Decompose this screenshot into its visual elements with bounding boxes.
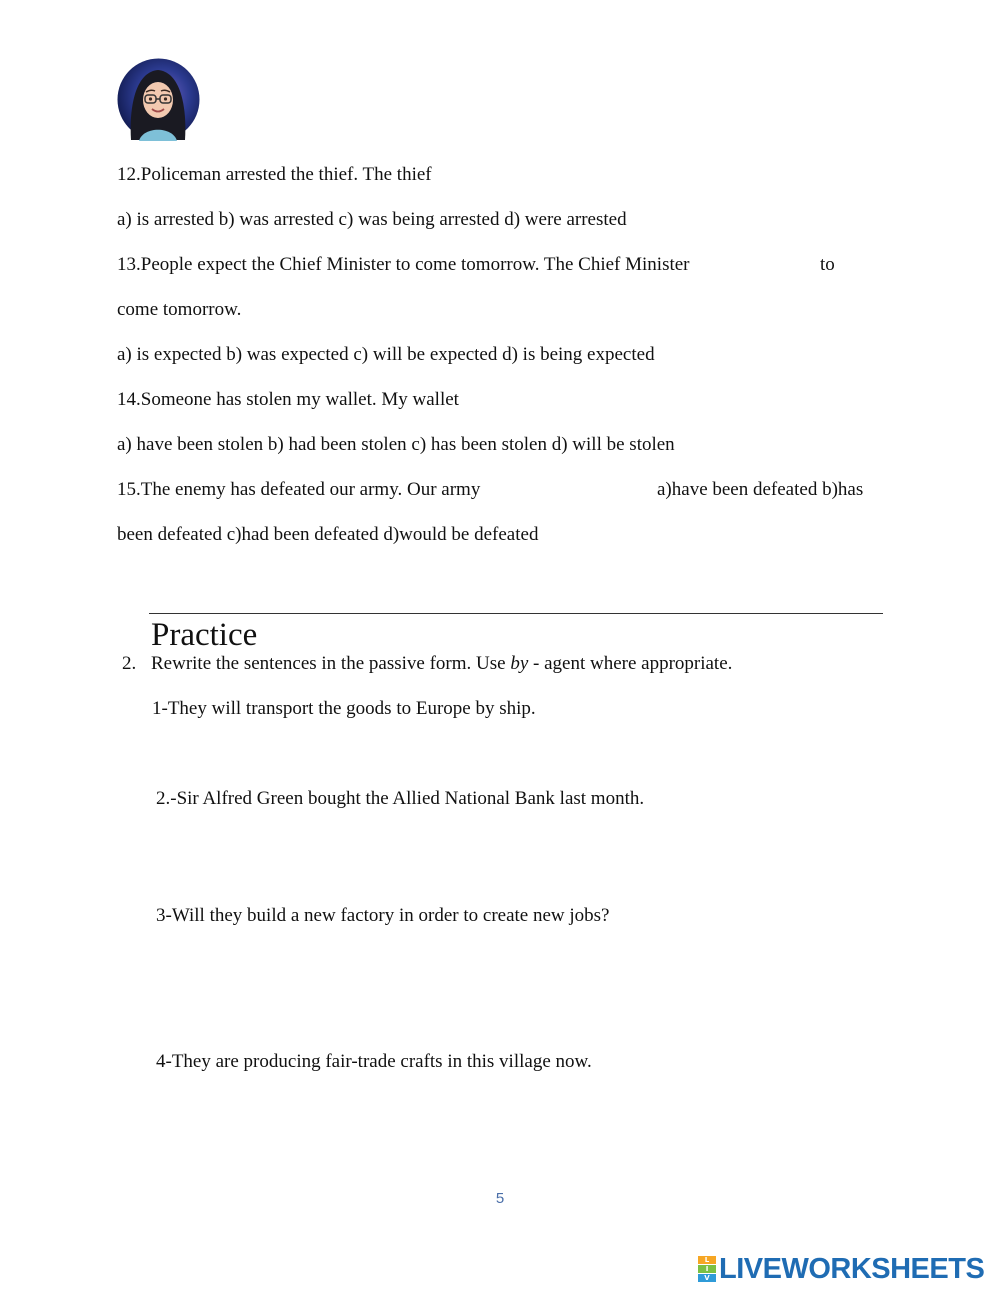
liveworksheets-logo[interactable] <box>698 1254 984 1284</box>
instruction-number: 2. <box>122 653 137 674</box>
practice-heading: Practice <box>151 617 258 653</box>
question-15-options-line2: been defeated c)had been defeated d)would be defeated <box>117 524 539 545</box>
section-divider <box>149 613 883 614</box>
logo-blocks-icon <box>698 1256 716 1282</box>
practice-item-4: 4-They are producing fair-trade crafts in this village now. <box>156 1051 592 1072</box>
question-12-stem: 12.Policeman arrested the thief. The thief <box>117 164 432 185</box>
logo-text: LIVEWORKSHEETS <box>719 1253 985 1285</box>
instruction-after: - agent where appropriate. <box>528 653 733 674</box>
page-number: 5 <box>495 1190 505 1207</box>
question-14-options: a) have been stolen b) had been stolen c) has been stolen d) will be stolen <box>117 434 675 455</box>
logo-block: I <box>698 1265 716 1273</box>
question-15-stem: 15.The enemy has defeated our army. Our army <box>117 479 481 500</box>
question-15-options-line1: a)have been defeated b)has <box>657 479 864 500</box>
instruction-text <box>151 653 732 675</box>
question-13-stem-tail: to <box>820 254 835 275</box>
logo-block: L <box>698 1256 716 1264</box>
practice-item-3: 3-Will they build a new factory in order to create new jobs? <box>156 905 610 926</box>
instruction-italic: by <box>510 653 529 674</box>
question-14-stem: 14.Someone has stolen my wallet. My wallet <box>117 389 459 410</box>
question-12-options: a) is arrested b) was arrested c) was being arrested d) were arrested <box>117 209 627 230</box>
logo-block: V <box>698 1274 716 1282</box>
practice-item-2: 2.-Sir Alfred Green bought the Allied National Bank last month. <box>156 788 645 809</box>
question-13-stem: 13.People expect the Chief Minister to come tomorrow. The Chief Minister <box>117 254 690 275</box>
question-13-options: a) is expected b) was expected c) will be expected d) is being expected <box>117 344 655 365</box>
instruction-before: Rewrite the sentences in the passive form. Use <box>151 653 511 674</box>
avatar-illustration <box>117 58 200 141</box>
question-13-stem-line2: come tomorrow. <box>117 299 242 320</box>
avatar <box>117 58 200 141</box>
practice-item-1: 1-They will transport the goods to Europe by ship. <box>152 698 536 719</box>
